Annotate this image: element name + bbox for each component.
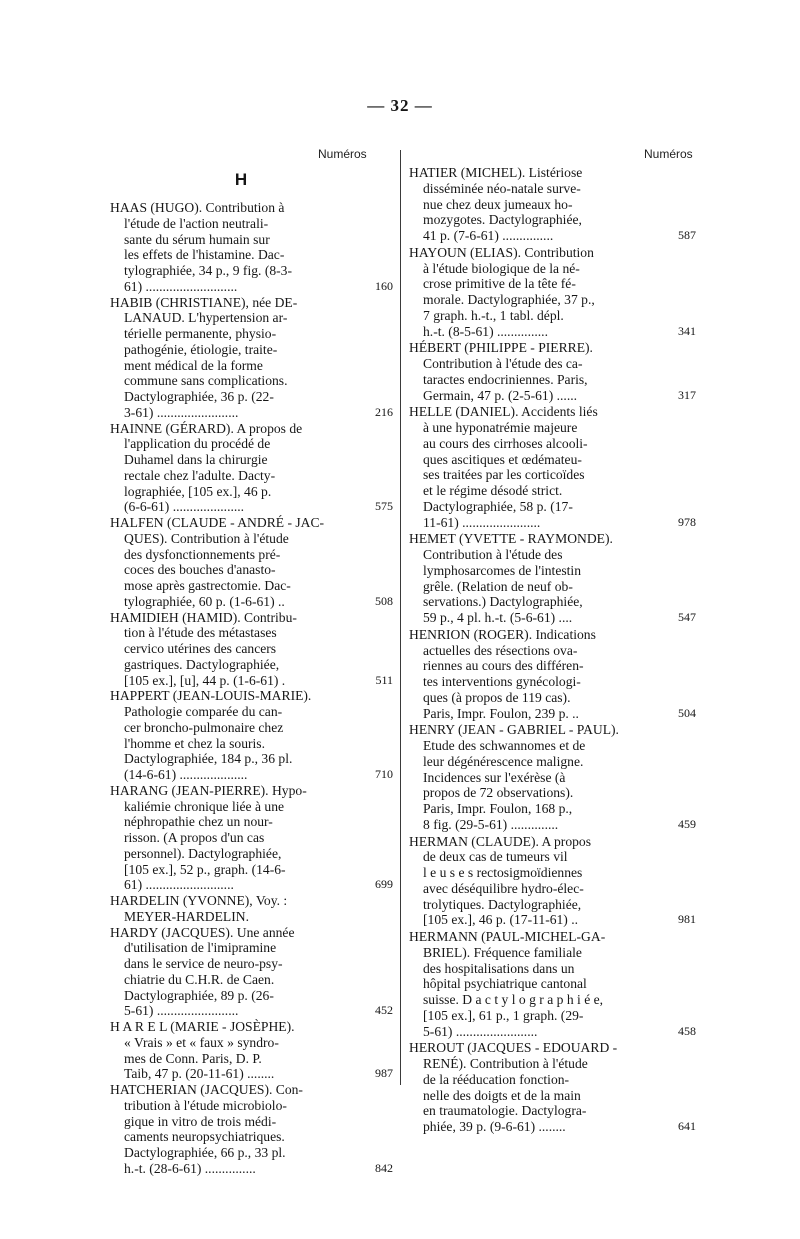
entry-line: actuelles des résections ova-	[423, 642, 578, 658]
entry-line: 59 p., 4 pl. h.-t. (5-6-61) ....	[423, 610, 573, 625]
entry-line: QUES). Contribution à l'étude	[124, 530, 289, 546]
bibliography-entry	[110, 1019, 393, 1082]
entry-line: trolytiques. Dactylographiée,	[423, 896, 582, 912]
entry-line: tribution à l'étude microbiolo-	[124, 1097, 287, 1113]
entry-number: 459	[678, 816, 696, 831]
bibliography-entry	[409, 165, 696, 244]
entry-line: Paris, Impr. Foulon, 168 p.,	[423, 801, 573, 816]
page-number: — 32 —	[367, 96, 433, 115]
bibliography-entry	[409, 834, 696, 929]
entry-line: 11-61) .......................	[423, 514, 541, 530]
entry-line: HAYOUN (ELIAS). Contribution	[409, 244, 594, 260]
entry-line: tes interventions gynécologi-	[423, 674, 581, 689]
entry-line: MEYER-HARDELIN.	[124, 908, 249, 924]
entry-number: 160	[375, 278, 393, 293]
entry-line: Dactylographiée, 36 p. (22-	[124, 389, 274, 404]
entry-line: Contribution à l'étude des	[423, 547, 563, 562]
entry-line: [105 ex.], [u], 44 p. (1-6-61) .	[124, 672, 286, 688]
entry-line: et le régime désodé strict.	[423, 483, 563, 498]
entry-line: Pathologie comparée du can-	[124, 704, 283, 719]
entry-number: 452	[375, 1003, 393, 1018]
entry-line: 41 p. (7-6-61) ...............	[423, 228, 554, 243]
bibliography-entry	[110, 295, 393, 421]
entry-line: HATIER (MICHEL). Listériose	[409, 165, 583, 180]
entry-line: néphropathie chez un nour-	[124, 814, 273, 830]
entry-line: HÉBERT (PHILIPPE - PIERRE).	[409, 340, 593, 356]
entry-line: Contribution à l'étude des ca-	[423, 356, 583, 371]
entry-line: à l'étude biologique de la né-	[423, 260, 580, 276]
entry-line: taractes endocriniennes. Paris,	[423, 371, 588, 387]
entry-line: les effets de l'histamine. Dac-	[124, 247, 285, 263]
entry-line: Dactylographiée, 58 p. (17-	[423, 498, 573, 514]
entry-line: Incidences sur l'exérèse (à	[423, 769, 566, 785]
entry-line: HABIB (CHRISTIANE), née DE-	[110, 294, 298, 310]
entry-line: « Vrais » et « faux » syndro-	[124, 1034, 279, 1050]
entry-number: 458	[678, 1023, 696, 1038]
entry-line: ques (à propos de 119 cas).	[423, 689, 571, 705]
entry-line: gastriques. Dactylographiée,	[124, 656, 280, 672]
bibliography-entry	[110, 1082, 393, 1177]
entry-line: rectale chez l'adulte. Dacty-	[124, 467, 276, 483]
entry-line: l'homme et chez la souris.	[124, 735, 265, 751]
entry-line: mes de Conn. Paris, D. P.	[124, 1050, 262, 1066]
entry-line: propos de 72 observations).	[423, 785, 574, 801]
entry-number: 710	[375, 767, 393, 781]
section-letter: H	[234, 170, 248, 189]
entry-number: 587	[678, 228, 696, 242]
bibliography-entry	[110, 610, 393, 689]
entry-line: 3-61) ........................	[124, 404, 239, 420]
entry-line: 8 fig. (29-5-61) ..............	[423, 816, 559, 832]
entry-line: HEMET (YVETTE - RAYMONDE).	[409, 531, 613, 547]
entry-line: HAPPERT (JEAN-LOUIS-MARIE).	[110, 688, 312, 704]
bibliography-entry	[409, 722, 696, 832]
entry-line: Etude des schwannomes et de	[423, 738, 586, 753]
entry-line: HELLE (DANIEL). Accidents liés	[409, 404, 598, 420]
entry-line: 7 graph. h.-t., 1 tabl. dépl.	[423, 307, 564, 323]
entry-line: commune sans complications.	[124, 373, 288, 389]
entry-line: HALFEN (CLAUDE - ANDRÉ - JAC-	[110, 515, 325, 530]
entry-line: 5-61) ........................	[124, 1003, 239, 1019]
entry-line: Taib, 47 p. (20-11-61) ........	[124, 1066, 275, 1082]
entry-number: 981	[678, 912, 696, 927]
bibliography-entry	[409, 404, 696, 530]
entry-number: 511	[375, 672, 393, 687]
entry-line: nelle des doigts et de la main	[423, 1087, 581, 1103]
entry-line: kaliémie chronique liée à une	[124, 798, 285, 814]
entry-line: ques ascitiques et œdémateu-	[423, 451, 582, 467]
entry-line: HARDELIN (YVONNE), Voy. :	[110, 893, 288, 908]
entry-line: HARDY (JACQUES). Une année	[110, 924, 295, 940]
entry-line: mozygotes. Dactylographiée,	[423, 212, 582, 228]
entry-line: Dactylographiée, 66 p., 33 pl.	[124, 1145, 286, 1160]
entry-line: des hospitalisations dans un	[423, 960, 575, 976]
entry-line: LANAUD. L'hypertension ar-	[124, 310, 288, 326]
entry-line: HERMANN (PAUL-MICHEL-GA-	[409, 929, 606, 944]
entry-line: mose après gastrectomie. Dac-	[124, 578, 291, 593]
entry-line: phiée, 39 p. (9-6-61) ........	[423, 1119, 566, 1134]
bibliography-entry	[409, 531, 696, 626]
entry-line: riennes au cours des différen-	[423, 658, 584, 674]
entry-line: servations.) Dactylographiée,	[423, 594, 583, 610]
entry-line: cer broncho-pulmonaire chez	[124, 719, 284, 735]
entry-number: 216	[375, 404, 393, 419]
entry-line: lographiée, [105 ex.], 46 p.	[124, 483, 272, 499]
entry-line: (6-6-61) .....................	[124, 499, 245, 515]
entry-line: HAINNE (GÉRARD). A propos de	[110, 420, 303, 436]
entry-line: dans le service de neuro-psy-	[124, 956, 283, 971]
entry-number: 341	[678, 323, 696, 338]
entry-line: RENÉ). Contribution à l'étude	[423, 1056, 588, 1071]
entry-line: HAMIDIEH (HAMID). Contribu-	[110, 609, 297, 625]
entry-line: tylographiée, 34 p., 9 fig. (8-3-	[124, 263, 292, 278]
entry-line: (14-6-61) ....................	[124, 767, 248, 782]
entry-line: morale. Dactylographiée, 37 p.,	[423, 292, 595, 307]
bibliography-entry	[110, 893, 393, 925]
entry-line: tylographiée, 60 p. (1-6-61) ..	[124, 593, 285, 609]
entry-line: H A R E L (MARIE - JOSÈPHE).	[110, 1019, 295, 1034]
entry-line: chiatrie du C.H.R. de Caen.	[124, 971, 275, 987]
bibliography-entry	[409, 929, 696, 1039]
entry-line: l'étude de l'action neutrali-	[124, 215, 269, 231]
entry-number: 978	[678, 514, 696, 529]
entry-line: suisse. D a c t y l o g r a p h i é e,	[423, 992, 604, 1007]
entry-line: 61) ..........................	[124, 877, 234, 893]
entry-line: pathogénie, étiologie, traite-	[124, 341, 278, 357]
entry-line: personnel). Dactylographiée,	[124, 845, 282, 861]
entry-line: d'utilisation de l'imipramine	[124, 940, 277, 956]
entry-line: h.-t. (8-5-61) ...............	[423, 323, 548, 339]
bibliography-entry	[409, 1040, 696, 1135]
entry-line: térielle permanente, physio-	[124, 326, 277, 341]
entry-line: l'application du procédé de	[124, 436, 271, 452]
entry-line: ment médical de la forme	[124, 357, 263, 373]
entry-line: HERMAN (CLAUDE). A propos	[409, 833, 592, 849]
entry-line: 61) ...........................	[124, 278, 238, 294]
entry-line: HATCHERIAN (JACQUES). Con-	[110, 1082, 303, 1097]
left-column	[110, 200, 393, 1177]
entry-line: Germain, 47 p. (2-5-61) ......	[423, 387, 578, 403]
entry-line: HENRY (JEAN - GABRIEL - PAUL).	[409, 722, 619, 738]
entry-line: Paris, Impr. Foulon, 239 p. ..	[423, 705, 579, 721]
column-divider	[400, 150, 401, 1085]
bibliography-entry	[110, 421, 393, 516]
entry-number: 504	[678, 705, 696, 720]
entry-number: 317	[678, 387, 696, 402]
entry-line: [105 ex.], 61 p., 1 graph. (29-	[423, 1007, 584, 1023]
entry-line: HENRION (ROGER). Indications	[409, 626, 596, 642]
bibliography-entry	[110, 925, 393, 1020]
bibliography-entry	[110, 515, 393, 610]
entry-number: 547	[678, 610, 696, 624]
entry-line: nue chez deux jumeaux ho-	[423, 196, 573, 212]
entry-line: tion à l'étude des métastases	[124, 625, 277, 641]
entry-line: au cours des cirrhoses alcooli-	[423, 435, 588, 451]
entry-line: [105 ex.], 46 p. (17-11-61) ..	[423, 912, 579, 928]
entry-line: de deux cas de tumeurs vil	[423, 849, 568, 865]
entry-line: BRIEL). Fréquence familiale	[423, 944, 582, 960]
entry-line: gique in vitro de trois médi-	[124, 1113, 277, 1129]
entry-line: crose primitive de la tête fé-	[423, 276, 576, 292]
entry-number: 575	[375, 499, 393, 514]
entry-line: risson. (A propos d'un cas	[124, 830, 265, 845]
entry-line: des dysfonctionnements pré-	[124, 546, 281, 562]
entry-line: coces des bouches d'anasto-	[124, 562, 276, 578]
entry-line: HAAS (HUGO). Contribution à	[110, 200, 285, 215]
entry-line: 5-61) ........................	[423, 1023, 538, 1039]
entry-number: 842	[375, 1160, 393, 1175]
bibliography-entry	[110, 200, 393, 295]
entry-line: grêle. (Relation de neuf ob-	[423, 578, 573, 594]
entry-line: caments neuropsychiatriques.	[124, 1129, 285, 1145]
bibliography-entry	[409, 627, 696, 722]
entry-line: à une hyponatrémie majeure	[423, 420, 578, 435]
entry-number: 987	[375, 1066, 393, 1081]
right-column	[409, 165, 696, 1135]
entry-line: HARANG (JEAN-PIERRE). Hypo-	[110, 782, 307, 798]
bibliography-entry	[409, 245, 696, 340]
entry-number: 641	[678, 1119, 696, 1133]
entry-line: lymphosarcomes de l'intestin	[423, 562, 581, 578]
entry-line: disséminée néo-natale surve-	[423, 180, 581, 196]
entry-line: en traumatologie. Dactylogra-	[423, 1103, 587, 1119]
entry-line: Dactylographiée, 184 p., 36 pl.	[124, 751, 293, 767]
bibliography-entry	[409, 340, 696, 403]
entry-line: Dactylographiée, 89 p. (26-	[124, 987, 274, 1003]
left-column-header: Numéros	[318, 147, 367, 161]
entry-line: [105 ex.], 52 p., graph. (14-6-	[124, 861, 286, 877]
bibliography-entry	[110, 688, 393, 783]
entry-line: Duhamel dans la chirurgie	[124, 452, 268, 467]
entry-line: de la rééducation fonction-	[423, 1071, 570, 1087]
entry-line: ses traitées par les corticoïdes	[423, 467, 585, 483]
entry-line: HEROUT (JACQUES - EDOUARD -	[409, 1040, 618, 1056]
entry-line: avec déséquilibre hydro-élec-	[423, 880, 584, 896]
entry-number: 508	[375, 593, 393, 608]
entry-line: l e u s e s rectosigmoïdiennes	[423, 865, 583, 880]
entry-line: h.-t. (28-6-61) ...............	[124, 1160, 256, 1176]
entry-line: leur dégénérescence maligne.	[423, 753, 584, 769]
entry-line: hôpital psychiatrique cantonal	[423, 976, 587, 992]
entry-number: 699	[375, 877, 393, 892]
entry-line: sante du sérum humain sur	[124, 231, 270, 247]
entry-line: cervico utérines des cancers	[124, 641, 277, 656]
bibliography-entry	[110, 783, 393, 893]
right-column-header: Numéros	[644, 147, 693, 161]
